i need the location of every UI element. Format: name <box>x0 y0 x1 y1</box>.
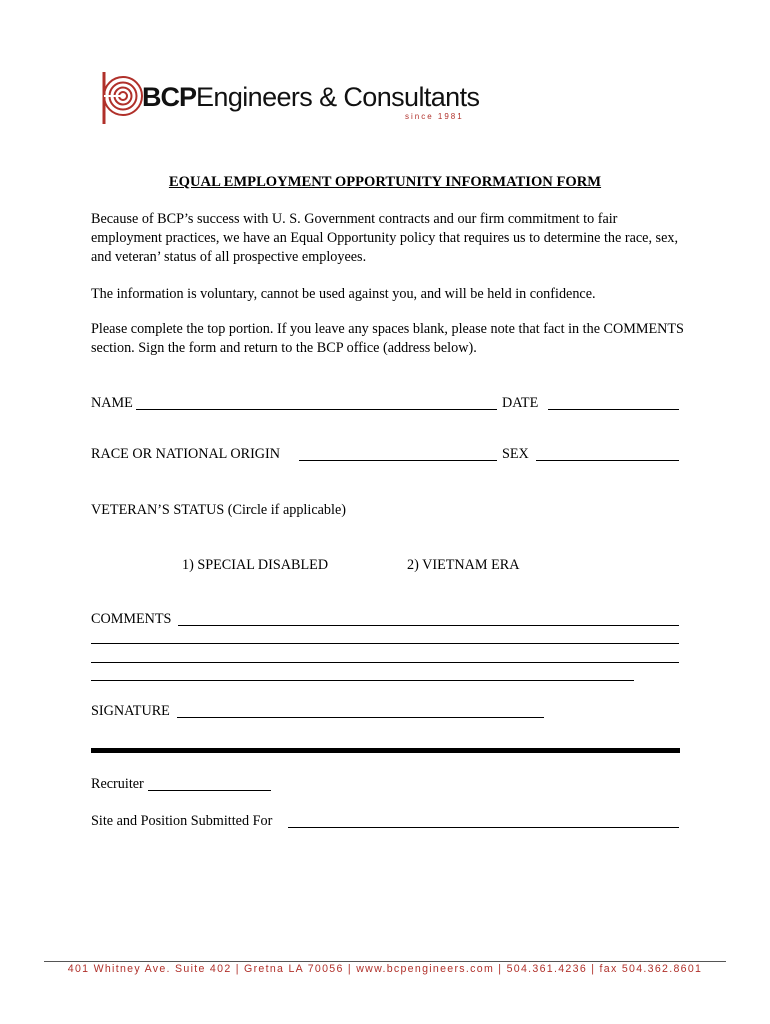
comments-field-line-4[interactable] <box>91 680 634 681</box>
comments-field-line-1[interactable] <box>178 625 679 626</box>
logo-wordmark <box>142 82 479 113</box>
footer-divider <box>44 961 726 962</box>
intro-paragraph: Because of BCP’s success with U. S. Government contracts and our firm commitment to fair employment practices, we have an Equal Opportunity policy that requires us to determine the race, sex, and veteran’ status of all prospective employees. <box>91 211 679 265</box>
logo-brand-bold: BCP <box>142 82 197 112</box>
spiral-logo-icon <box>100 68 144 126</box>
sex-field[interactable] <box>536 460 679 461</box>
recruiter-field[interactable] <box>148 790 271 791</box>
signature-label: SIGNATURE <box>91 703 170 719</box>
comments-field-line-2[interactable] <box>91 643 679 644</box>
footer-address: 401 Whitney Ave. Suite 402 | Gretna LA 70056 | www.bcpengineers.com | 504.361.4236 | fax 504.362.8601 <box>67 963 703 975</box>
veteran-status-label: VETERAN’S STATUS (Circle if applicable) <box>91 502 346 518</box>
voluntary-paragraph: The information is voluntary, cannot be used against you, and will be held in confidence. <box>91 286 596 302</box>
option-vietnam-era[interactable]: 2) VIETNAM ERA <box>407 557 520 573</box>
site-position-label: Site and Position Submitted For <box>91 813 273 829</box>
section-divider <box>91 748 680 753</box>
option-special-disabled[interactable]: 1) SPECIAL DISABLED <box>182 557 329 573</box>
date-field[interactable] <box>548 409 679 410</box>
comments-field-line-3[interactable] <box>91 662 679 663</box>
sex-label: SEX <box>502 446 529 462</box>
date-label: DATE <box>502 395 539 411</box>
company-logo <box>100 68 480 126</box>
recruiter-label: Recruiter <box>91 776 144 792</box>
form-title: EQUAL EMPLOYMENT OPPORTUNITY INFORMATION FORM <box>168 174 602 190</box>
instructions-paragraph: Please complete the top portion. If you leave any spaces blank, please note that fact in the COMMENTS section. Sign the form and return to the BCP office (address below). <box>91 321 684 356</box>
site-position-field[interactable] <box>288 827 679 828</box>
name-field[interactable] <box>136 409 497 410</box>
signature-field[interactable] <box>177 717 544 718</box>
race-field[interactable] <box>299 460 497 461</box>
name-label: NAME <box>91 395 133 411</box>
comments-label: COMMENTS <box>91 611 172 627</box>
race-label: RACE OR NATIONAL ORIGIN <box>91 446 281 462</box>
logo-since: since 1981 <box>405 112 464 121</box>
logo-brand-rest: Engineers & Consultants <box>196 82 480 112</box>
